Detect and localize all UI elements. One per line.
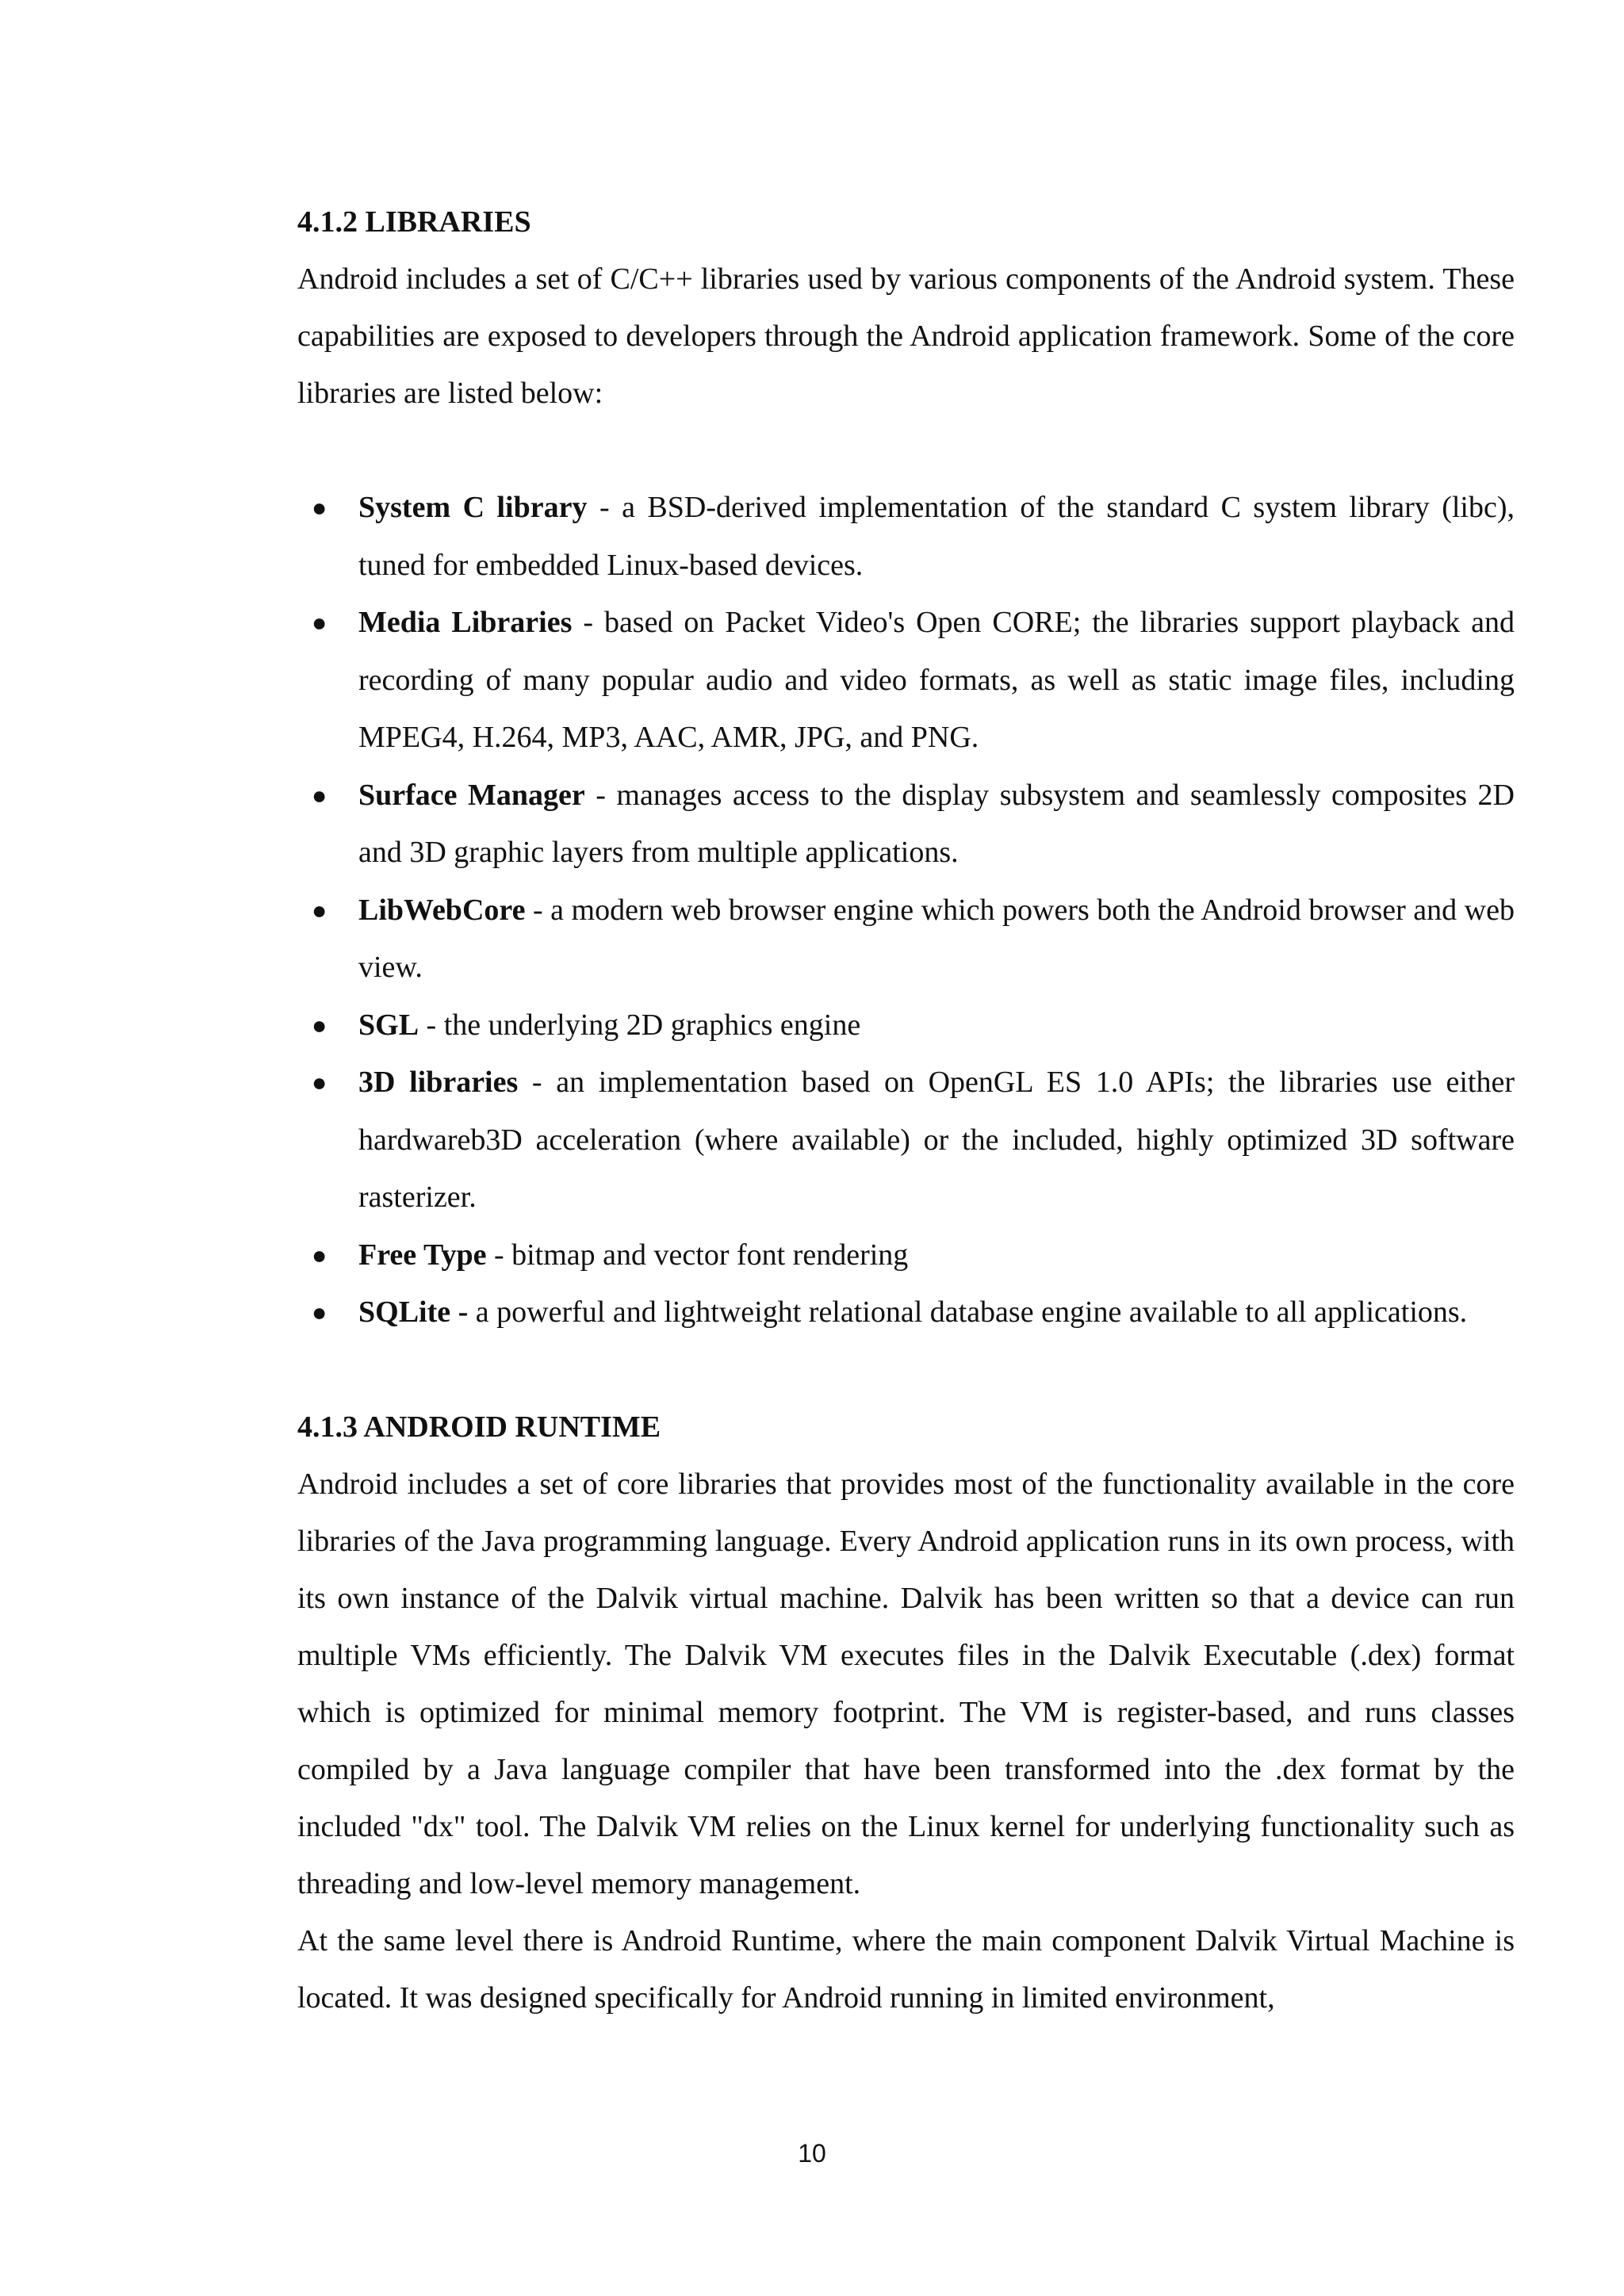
- list-item-description: a powerful and lightweight relational database engine available to all applications.: [468, 1295, 1468, 1329]
- list-item-description: - a BSD-derived implementation of the standard C system library (libc), tuned for embedded Linux-based devices.: [358, 491, 1515, 582]
- android-runtime-section: [297, 1399, 1515, 2026]
- document-page: [297, 193, 1515, 2026]
- bullet-icon: ●: [312, 895, 327, 924]
- list-item-term: SQLite -: [358, 1295, 469, 1329]
- list-item-description: - an implementation based on OpenGL ES 1.0 APIs; the libraries use either hardwareb3D acceleration (where available) or the included, highly optimized 3D software rasterizer.: [358, 1066, 1515, 1214]
- bullet-icon: ●: [312, 1240, 327, 1269]
- list-item-term: Surface Manager: [358, 778, 585, 812]
- bullet-icon: ●: [312, 780, 327, 809]
- runtime-paragraph-1: Android includes a set of core libraries that provides most of the functionality available in the core libraries of the Java programming language. Every Android application runs in its own process, with its own instance of the Dalvik virtual machine. Dalvik has been written so that a device can run multiple VMs efficiently. The Dalvik VM executes files in the Dalvik Executable (.dex) format which is optimized for minimal memory footprint. The VM is register-based, and runs classes compiled by a Java language compiler that have been transformed into the .dex format by the included "dx" tool. The Dalvik VM relies on the Linux kernel for underlying functionality such as threading and low-level memory management.: [297, 1467, 1515, 1900]
- list-item-term: LibWebCore: [358, 893, 526, 927]
- runtime-paragraph-2: At the same level there is Android Runtime, where the main component Dalvik Virtual Machine is located. It was designed specifically for Android running in limited environment,: [297, 1923, 1515, 2015]
- list-item-description: - a modern web browser engine which powers both the Android browser and web view.: [358, 893, 1515, 984]
- bullet-icon: ●: [312, 1298, 327, 1326]
- list-item: [297, 594, 1515, 767]
- bullet-icon: ●: [312, 1068, 327, 1096]
- list-item-term: Media Libraries: [358, 606, 573, 639]
- section-heading-android-runtime: 4.1.3 ANDROID RUNTIME: [297, 1410, 661, 1444]
- list-item-term: SGL: [358, 1008, 419, 1042]
- page-number: 10: [798, 2139, 826, 2168]
- libraries-intro-paragraph: Android includes a set of C/C++ libraries used by various components of the Android system. These capabilities are exposed to developers through the Android application framework. Some of the core libraries are listed below:: [297, 262, 1515, 410]
- list-item: [297, 882, 1515, 997]
- list-item-description: - manages access to the display subsystem and seamlessly composites 2D and 3D graphic layers from multiple applications.: [358, 778, 1515, 869]
- list-item-term: Free Type: [358, 1238, 487, 1272]
- list-item-description: - the underlying 2D graphics engine: [419, 1008, 861, 1042]
- bullet-icon: ●: [312, 1010, 327, 1039]
- bullet-icon: ●: [312, 608, 327, 637]
- list-item: [297, 997, 1515, 1054]
- section-heading-libraries: 4.1.2 LIBRARIES: [297, 205, 531, 239]
- bullet-icon: ●: [312, 493, 327, 522]
- core-libraries-list: [297, 479, 1515, 1341]
- list-item: [297, 1284, 1515, 1341]
- list-item: [297, 479, 1515, 594]
- list-item: [297, 1054, 1515, 1226]
- list-item-description: - based on Packet Video's Open CORE; the libraries support playback and recording of many popular audio and video formats, as well as static image files, including MPEG4, H.264, MP3, AAC, AMR, JPG, and PNG.: [358, 606, 1515, 754]
- list-item: [297, 767, 1515, 882]
- list-item-description: - bitmap and vector font rendering: [486, 1238, 909, 1272]
- list-item-term: 3D libraries: [358, 1066, 519, 1099]
- list-item: [297, 1226, 1515, 1284]
- list-item-term: System C library: [358, 491, 588, 524]
